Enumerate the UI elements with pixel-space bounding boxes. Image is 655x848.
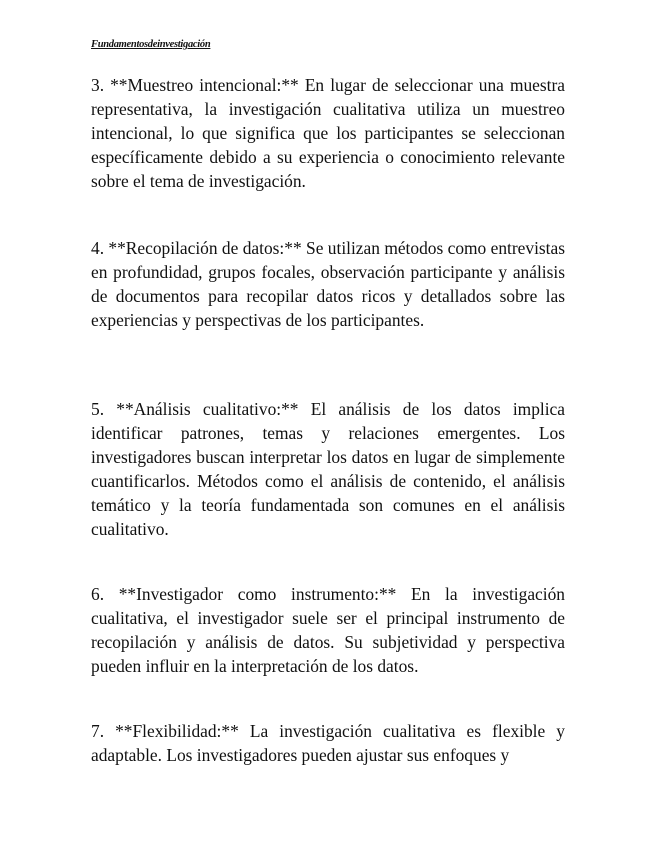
- paragraph-investigador-como-instrumento: 6. **Investigador como instrumento:** En la investigación cualitativa, el investigador suele ser el principal instrumento de recopilación y análisis de datos. Su subjetividad y perspectiva pueden influir en la interpretación de los datos.: [91, 584, 565, 676]
- paragraph-recopilacion-de-datos: 4. **Recopilación de datos:** Se utilizan métodos como entrevistas en profundidad, grupos focales, observación participante y análisis de documentos para recopilar datos ricos y detallados sobre las experiencias y perspectivas de los participantes.: [91, 238, 565, 330]
- running-header: Fundamentosdeinvestigación: [91, 39, 211, 50]
- paragraph-analisis-cualitativo: 5. **Análisis cualitativo:** El análisis de los datos implica identificar patrones, temas y relaciones emergentes. Los investigadores buscan interpretar los datos en lugar de simplemente cuantificarlos. Métodos como el análisis de contenido, el análisis temático y la teoría fundamentada son comunes en el análisis cualitativo.: [91, 399, 565, 539]
- paragraph-muestreo-intencional: 3. **Muestreo intencional:** En lugar de seleccionar una muestra representativa, la investigación cualitativa utiliza un muestreo intencional, lo que significa que los participantes se seleccionan específicamente debido a su experiencia o conocimiento relevante sobre el tema de investigación.: [91, 75, 565, 191]
- paragraph-flexibilidad: 7. **Flexibilidad:** La investigación cualitativa es flexible y adaptable. Los investigadores pueden ajustar sus enfoques y: [91, 721, 565, 765]
